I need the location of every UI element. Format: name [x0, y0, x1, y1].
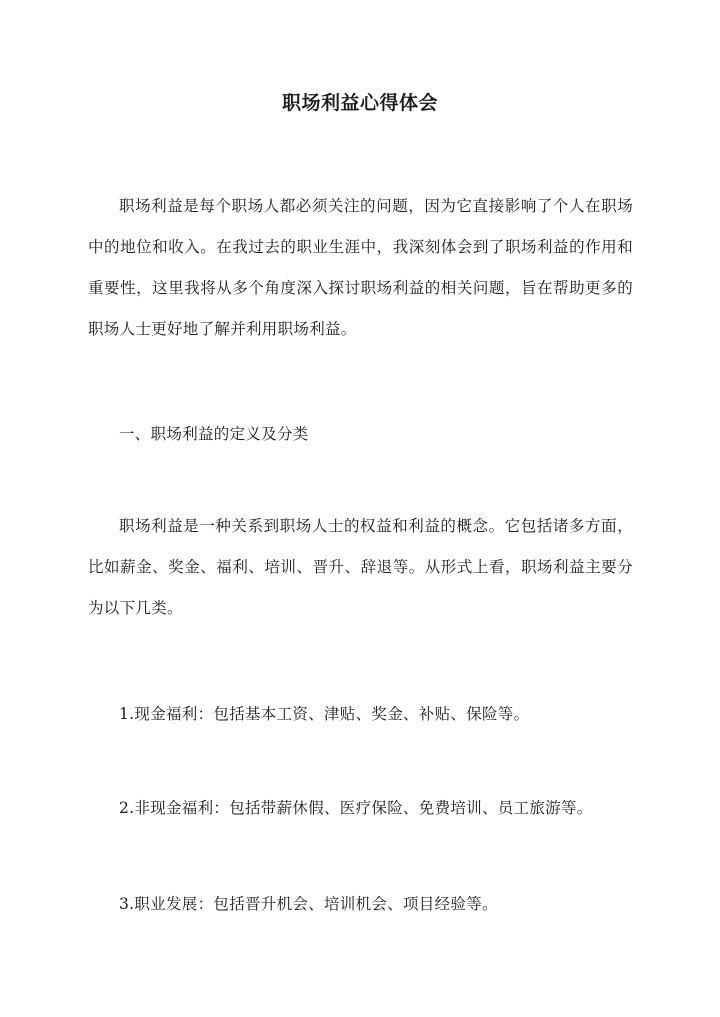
list-item-cash-benefits: 1.现金福利：包括基本工资、津贴、奖金、补贴、保险等。	[119, 705, 530, 723]
list-item-career-development: 3.职业发展：包括晋升机会、培训机会、项目经验等。	[119, 895, 498, 913]
intro-paragraph: 职场利益是每个职场人都必须关注的问题，因为它直接影响了个人在职场中的地位和收入。在我过去的职业生涯中，我深刻体会到了职场利益的作用和重要性，这里我将从多个角度深入探讨职场利益的相关问题，旨在帮助更多的职场人士更好地了解并利用职场利益。	[88, 197, 633, 338]
definition-paragraph: 职场利益是一种关系到职场人士的权益和利益的概念。它包括诸多方面，比如薪金、奖金、福利、培训、晋升、辞退等。从形式上看，职场利益主要分为以下几类。	[88, 517, 633, 617]
section-heading-definition: 一、职场利益的定义及分类	[119, 425, 309, 443]
list-item-noncash-benefits: 2.非现金福利：包括带薪休假、医疗保险、免费培训、员工旅游等。	[119, 799, 593, 817]
document-title: 职场利益心得体会	[281, 92, 438, 114]
